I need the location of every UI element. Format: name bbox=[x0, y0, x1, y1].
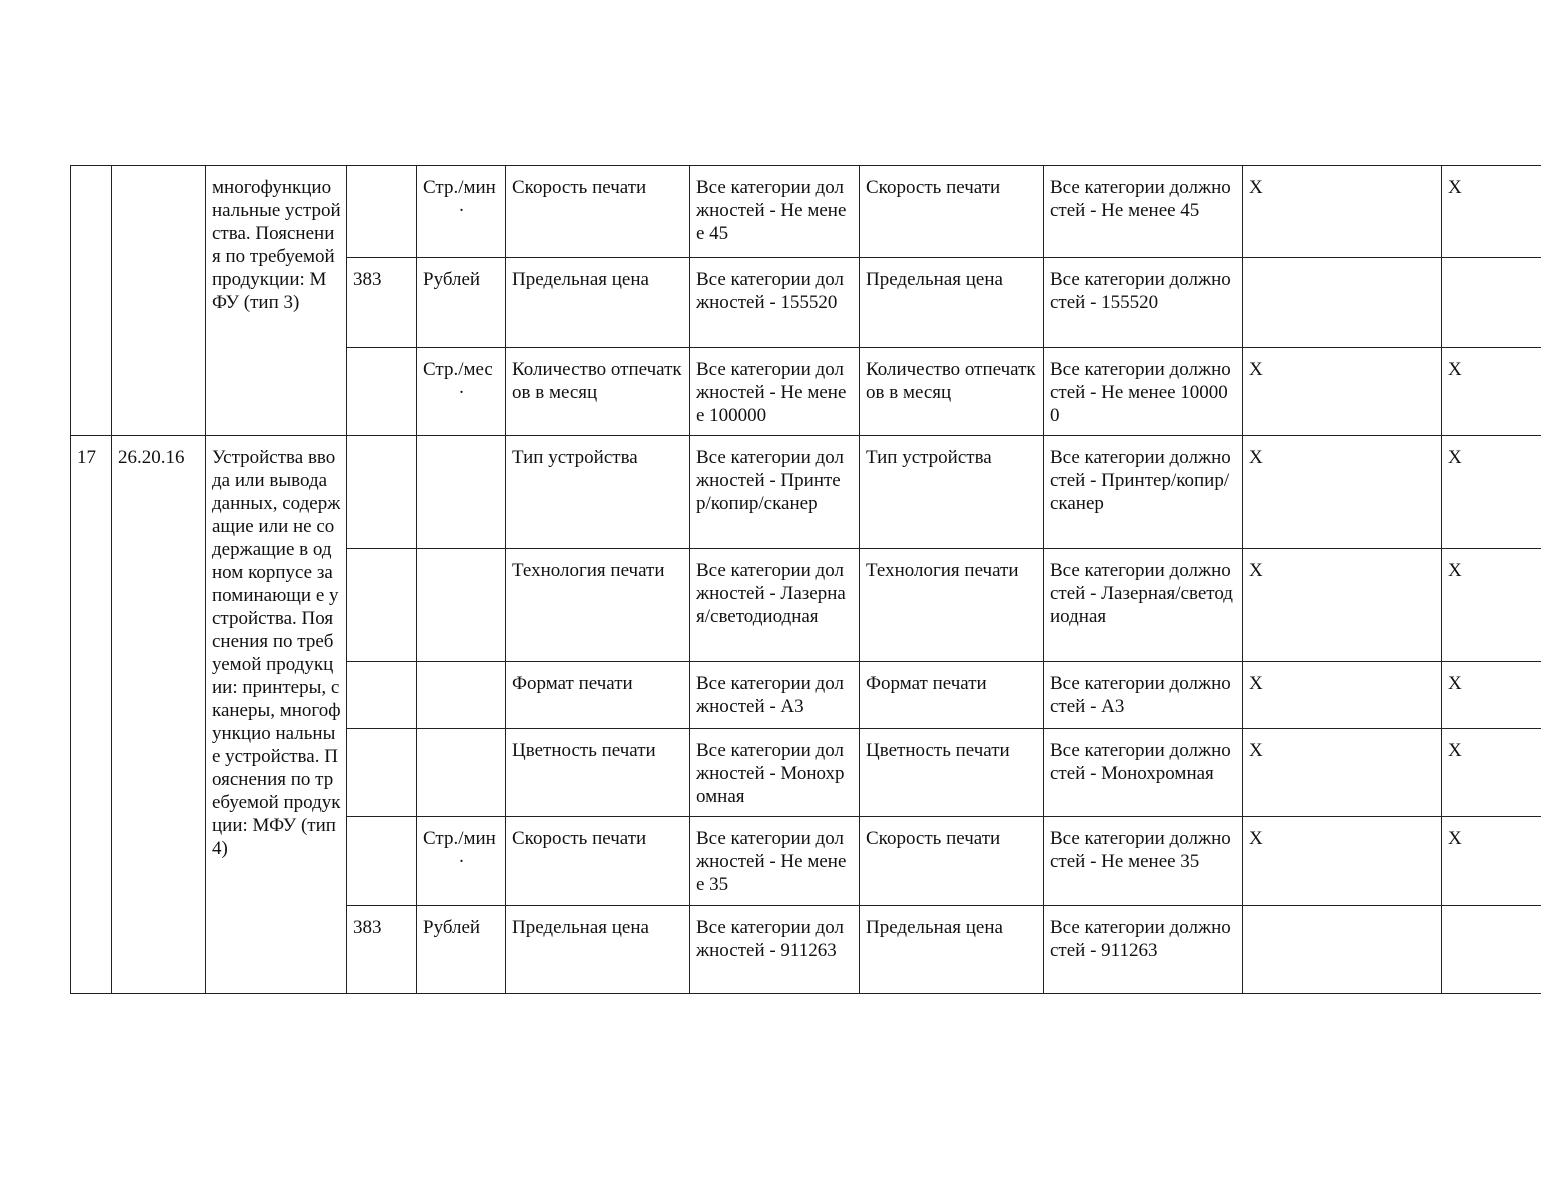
unit-label: Стр./мин bbox=[423, 828, 496, 849]
value-approved-cell: Все категории должностей - Не менее 100000 bbox=[1044, 348, 1243, 436]
value-cell: Все категории должностей - А3 bbox=[690, 662, 860, 729]
okei-code-cell bbox=[347, 549, 417, 662]
function-cell: X bbox=[1442, 662, 1541, 729]
okei-code-cell bbox=[347, 348, 417, 436]
okei-code-cell bbox=[347, 166, 417, 258]
okpd-code-cell: 26.20.16 bbox=[112, 436, 206, 994]
characteristic-approved-cell: Предельная цена bbox=[860, 258, 1044, 348]
unit-cell bbox=[417, 258, 506, 348]
characteristic-approved-cell: Предельная цена bbox=[860, 906, 1044, 994]
function-cell: X bbox=[1442, 729, 1541, 817]
unit-dot: . bbox=[459, 846, 464, 867]
justification-cell: X bbox=[1243, 662, 1442, 729]
characteristic-cell: Скорость печати bbox=[506, 817, 690, 906]
unit-cell bbox=[417, 817, 506, 906]
characteristic-approved-cell: Тип устройства bbox=[860, 436, 1044, 549]
table-body bbox=[71, 166, 1541, 994]
okei-code-cell: 383 bbox=[347, 258, 417, 348]
justification-cell: X bbox=[1243, 348, 1442, 436]
justification-cell: X bbox=[1243, 166, 1442, 258]
unit-cell bbox=[417, 348, 506, 436]
characteristic-approved-cell: Количество отпечатков в месяц bbox=[860, 348, 1044, 436]
unit-dot: . bbox=[459, 377, 464, 398]
characteristic-cell: Технология печати bbox=[506, 549, 690, 662]
unit-label: Стр./мин bbox=[423, 177, 496, 198]
function-cell: X bbox=[1442, 348, 1541, 436]
justification-cell bbox=[1243, 906, 1442, 994]
characteristic-cell: Формат печати bbox=[506, 662, 690, 729]
characteristic-approved-cell: Технология печати bbox=[860, 549, 1044, 662]
value-cell: Все категории должностей - Принтер/копир/сканер bbox=[690, 436, 860, 549]
product-name-cell: многофункцио нальные устройства. Пояснения по требуемой продукции: МФУ (тип 3) bbox=[206, 166, 347, 436]
value-cell: Все категории должностей - Лазерная/светодиодная bbox=[690, 549, 860, 662]
justification-cell bbox=[1243, 258, 1442, 348]
row-number-cell: 17 bbox=[71, 436, 112, 994]
justification-cell: X bbox=[1243, 729, 1442, 817]
characteristic-cell: Цветность печати bbox=[506, 729, 690, 817]
characteristic-approved-cell: Скорость печати bbox=[860, 166, 1044, 258]
value-cell: Все категории должностей - Не менее 35 bbox=[690, 817, 860, 906]
value-cell: Все категории должностей - 155520 bbox=[690, 258, 860, 348]
okei-code-cell bbox=[347, 436, 417, 549]
justification-cell: X bbox=[1243, 436, 1442, 549]
unit-label: Рублей bbox=[423, 917, 481, 938]
characteristic-approved-cell: Цветность печати bbox=[860, 729, 1044, 817]
characteristic-cell: Скорость печати bbox=[506, 166, 690, 258]
value-approved-cell: Все категории должностей - Лазерная/светодиодная bbox=[1044, 549, 1243, 662]
justification-cell: X bbox=[1243, 549, 1442, 662]
value-approved-cell: Все категории должностей - 911263 bbox=[1044, 906, 1243, 994]
product-name-cell: Устройства ввода или вывода данных, содержащие или не содержащие в одном корпусе запоминающи е устройства. Пояснения по требуемой продукции: принтеры, сканеры, многофункцио нальные устройства. Пояснения по требуемой продукции: МФУ (тип 4) bbox=[206, 436, 347, 994]
value-approved-cell: Все категории должностей - Не менее 45 bbox=[1044, 166, 1243, 258]
value-approved-cell: Все категории должностей - 155520 bbox=[1044, 258, 1243, 348]
okei-code-cell: 383 bbox=[347, 906, 417, 994]
value-cell: Все категории должностей - Не менее 45 bbox=[690, 166, 860, 258]
unit-cell bbox=[417, 906, 506, 994]
value-cell: Все категории должностей - Не менее 100000 bbox=[690, 348, 860, 436]
justification-cell: X bbox=[1243, 817, 1442, 906]
unit-dot: . bbox=[459, 195, 464, 216]
table-row bbox=[71, 436, 1541, 549]
row-number-cell bbox=[71, 166, 112, 436]
value-approved-cell: Все категории должностей - А3 bbox=[1044, 662, 1243, 729]
unit-label: Стр./мес bbox=[423, 359, 493, 380]
unit-cell bbox=[417, 436, 506, 549]
okpd-code-cell bbox=[112, 166, 206, 436]
requirements-table bbox=[70, 165, 1541, 994]
function-cell bbox=[1442, 258, 1541, 348]
value-cell: Все категории должностей - 911263 bbox=[690, 906, 860, 994]
value-approved-cell: Все категории должностей - Монохромная bbox=[1044, 729, 1243, 817]
okei-code-cell bbox=[347, 817, 417, 906]
unit-cell bbox=[417, 662, 506, 729]
unit-cell bbox=[417, 549, 506, 662]
unit-cell bbox=[417, 166, 506, 258]
unit-label: Рублей bbox=[423, 269, 481, 290]
characteristic-cell: Тип устройства bbox=[506, 436, 690, 549]
characteristic-cell: Предельная цена bbox=[506, 906, 690, 994]
characteristic-approved-cell: Скорость печати bbox=[860, 817, 1044, 906]
function-cell: X bbox=[1442, 549, 1541, 662]
value-approved-cell: Все категории должностей - Принтер/копир/сканер bbox=[1044, 436, 1243, 549]
characteristic-approved-cell: Формат печати bbox=[860, 662, 1044, 729]
okei-code-cell bbox=[347, 729, 417, 817]
value-approved-cell: Все категории должностей - Не менее 35 bbox=[1044, 817, 1243, 906]
function-cell: X bbox=[1442, 166, 1541, 258]
unit-cell bbox=[417, 729, 506, 817]
characteristic-cell: Количество отпечатков в месяц bbox=[506, 348, 690, 436]
function-cell: X bbox=[1442, 817, 1541, 906]
characteristic-cell: Предельная цена bbox=[506, 258, 690, 348]
value-cell: Все категории должностей - Монохромная bbox=[690, 729, 860, 817]
function-cell bbox=[1442, 906, 1541, 994]
okei-code-cell bbox=[347, 662, 417, 729]
table-row bbox=[71, 166, 1541, 258]
function-cell: X bbox=[1442, 436, 1541, 549]
